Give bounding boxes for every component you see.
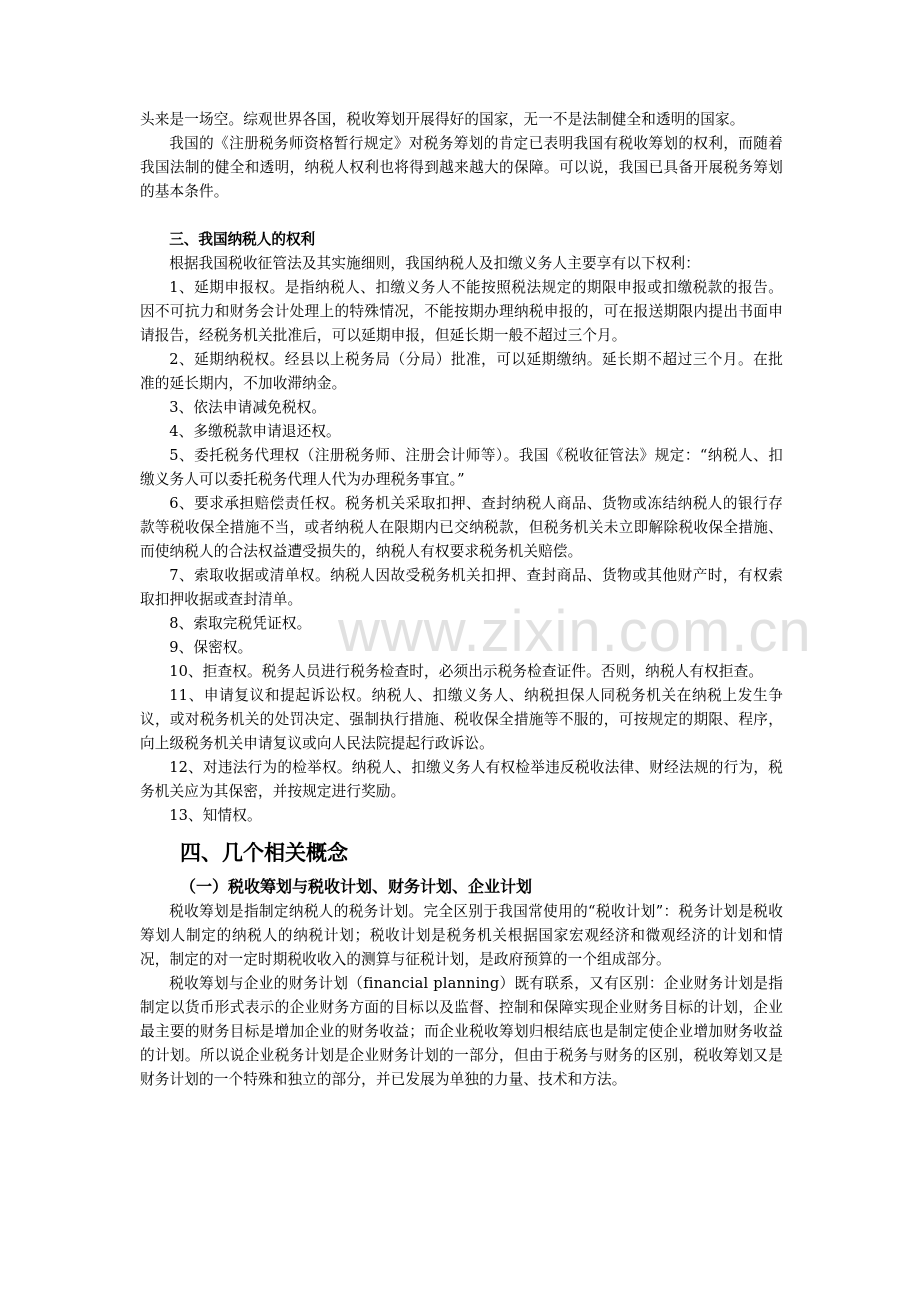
watermark-text: www.zixin.com.cn <box>338 599 812 664</box>
section-heading-4: 四、几个相关概念 <box>180 841 348 865</box>
section-intro: 根据我国税收征管法及其实施细则，我国纳税人及扣缴义务人主要享有以下权利： <box>169 255 700 272</box>
spacer <box>140 204 783 228</box>
rights-item: 2、延期纳税权。经县以上税务局（分局）批准，可以延期缴纳。延长期不超过三个月。在批准的延长期内，不加收滞纳金。 <box>140 351 783 392</box>
rights-item: 11、申请复议和提起诉讼权。纳税人、扣缴义务人、纳税担保人同税务机关在纳税上发生争议，或对税务机关的处罚决定、强制执行措施、税收保全措施等不服的，可按规定的期限、程序，向上级税务机关申请复议或向人民法院提起行政诉讼。 <box>140 687 783 752</box>
rights-item: 5、委托税务代理权（注册税务师、注册会计师等）。我国《税收征管法》规定：“纳税人、扣缴义务人可以委托税务代理人代为办理税务事宜。” <box>140 447 783 488</box>
section-heading-3: 三、我国纳税人的权利 <box>169 231 316 248</box>
document-page <box>140 108 783 1092</box>
rights-item: 7、索取收据或清单权。纳税人因故受税务机关扣押、查封商品、货物或其他财产时，有权索取扣押收据或查封清单。 <box>140 567 783 608</box>
rights-item: 13、知情权。 <box>169 807 262 824</box>
rights-item: 10、拒查权。税务人员进行税务检查时，必须出示税务检查证件。否则，纳税人有权拒查。 <box>169 663 764 680</box>
rights-item: 12、对违法行为的检举权。纳税人、扣缴义务人有权检举违反税收法律、财经法规的行为，税务机关应为其保密，并按规定进行奖励。 <box>140 759 783 800</box>
subsection-heading: （一）税收筹划与税收计划、财务计划、企业计划 <box>180 877 533 896</box>
paragraph: 头来是一场空。综观世界各国，税收筹划开展得好的国家，无一不是法制健全和透明的国家。 <box>140 111 745 128</box>
rights-item: 4、多缴税款申请退还权。 <box>169 423 341 440</box>
rights-item: 6、要求承担赔偿责任权。税务机关采取扣押、查封纳税人商品、货物或冻结纳税人的银行存款等税收保全措施不当，或者纳税人在限期内已交纳税款，但税务机关未立即解除税收保全措施、而使纳税人的合法权益遭受损失的，纳税人有权要求税务机关赔偿。 <box>140 495 783 560</box>
rights-item: 1、延期申报权。是指纳税人、扣缴义务人不能按照税法规定的期限申报或扣缴税款的报告。因不可抗力和财务会计处理上的特殊情况，不能按期办理纳税申报的，可在报送期限内提出书面申请报告，经税务机关批准后，可以延期申报，但延长期一般不超过三个月。 <box>140 279 783 344</box>
rights-item: 3、依法申请减免税权。 <box>169 399 327 416</box>
rights-item: 9、保密权。 <box>169 639 253 656</box>
paragraph: 税收筹划与企业的财务计划（financial planning）既有联系，又有区别：企业财务计划是指制定以货币形式表示的企业财务方面的目标以及监督、控制和保障实现企业财务目标的计划，企业最主要的财务目标是增加企业的财务收益；而企业税收筹划归根结底也是制定使企业增加财务收益的计划。所以说企业税务计划是企业财务计划的一部分，但由于税务与财务的区别，税收筹划又是财务计划的一个特殊和独立的部分，并已发展为单独的力量、技术和方法。 <box>140 975 783 1088</box>
paragraph: 税收筹划是指制定纳税人的税务计划。完全区别于我国常使用的“税收计划”：税务计划是税收筹划人制定的纳税人的纳税计划；税收计划是税务机关根据国家宏观经济和微观经济的计划和情况，制定的对一定时期税收收入的测算与征税计划，是政府预算的一个组成部分。 <box>140 903 783 968</box>
rights-item: 8、索取完税凭证权。 <box>169 615 312 632</box>
paragraph: 我国的《注册税务师资格暂行规定》对税务筹划的肯定已表明我国有税收筹划的权利，而随着我国法制的健全和透明，纳税人权利也将得到越来越大的保障。可以说，我国已具备开展税务筹划的基本条件。 <box>140 135 783 200</box>
